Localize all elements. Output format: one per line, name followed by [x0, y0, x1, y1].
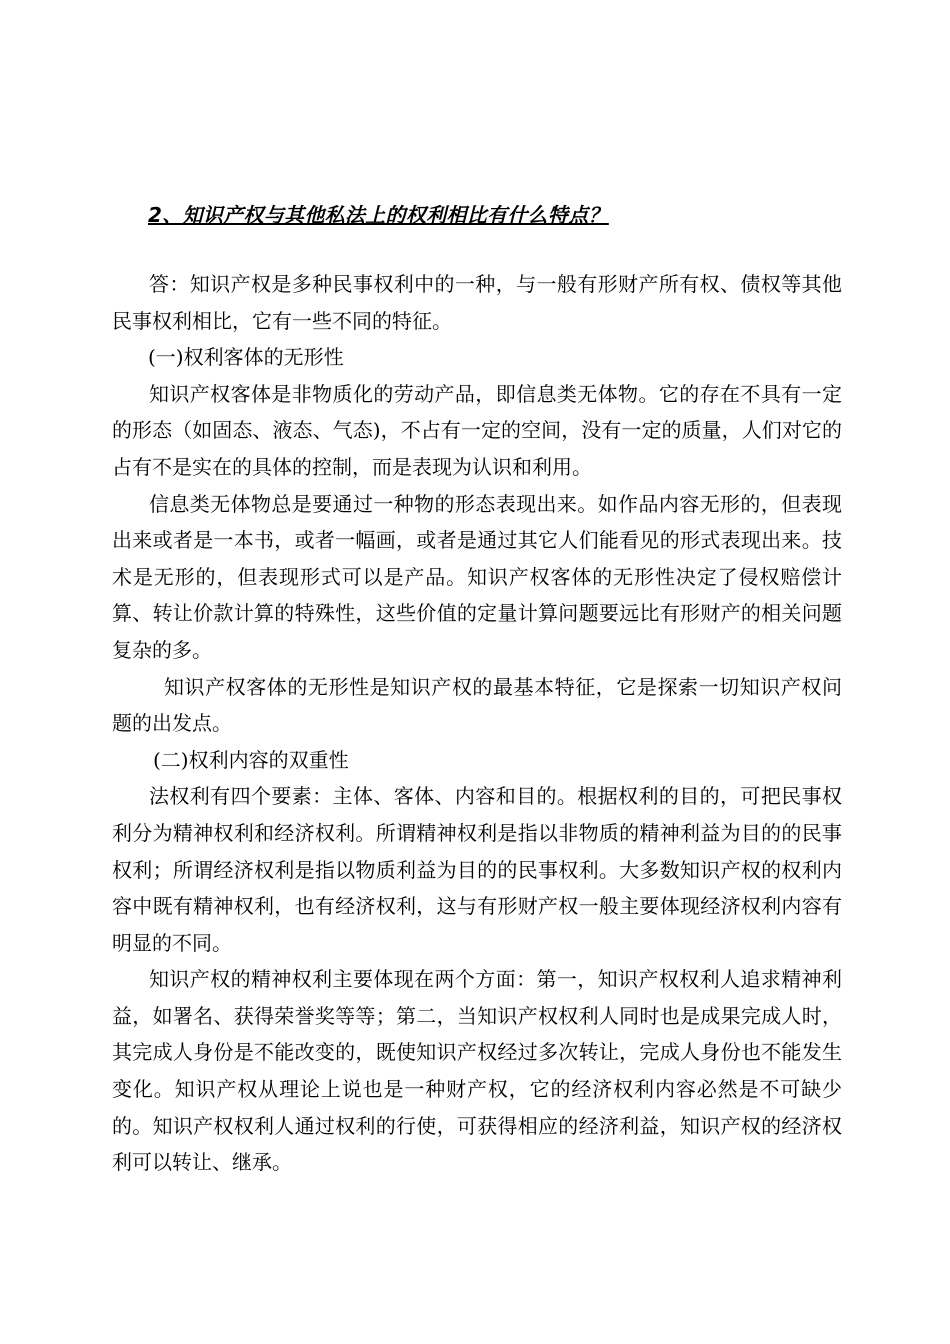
section-heading-duality: (二)权利内容的双重性: [153, 747, 349, 772]
answer-body: [112, 266, 842, 1181]
question-heading: 2、知识产权与其他私法上的权利相比有什么特点？: [148, 203, 609, 227]
body-paragraph: 法权利有四个要素：主体、客体、内容和目的。根据权利的目的，可把民事权利分为精神权利和经济权利。所谓精神权利是指以非物质的精神利益为目的的民事权利；所谓经济权利是指以物质利益为目的的民事权利。大多数知识产权的权利内容中既有精神权利，也有经济权利，这与有形财产权一般主要体现经济权利内容有明显的不同。: [112, 784, 842, 955]
body-paragraph: 知识产权的精神权利主要体现在两个方面：第一，知识产权权利人追求精神利益，如署名、获得荣誉奖等等；第二，当知识产权权利人同时也是成果完成人时，其完成人身份是不能改变的，既使知识产权经过多次转让，完成人身份也不能发生变化。知识产权从理论上说也是一种财产权，它的经济权利内容必然是不可缺少的。知识产权权利人通过权利的行使，可获得相应的经济利益，知识产权的经济权利可以转让、继承。: [112, 967, 842, 1175]
body-paragraph: 知识产权客体是非物质化的劳动产品，即信息类无体物。它的存在不具有一定的形态（如固态、液态、气态)，不占有一定的空间，没有一定的质量，人们对它的占有不是实在的具体的控制，而是表现为认识和利用。: [112, 381, 842, 479]
section-heading-intangibility: (一)权利客体的无形性: [148, 345, 344, 370]
body-paragraph: 信息类无体物总是要通过一种物的形态表现出来。如作品内容无形的，但表现出来或者是一本书，或者一幅画，或者是通过其它人们能看见的形式表现出来。技术是无形的，但表现形式可以是产品。知识产权客体的无形性决定了侵权赔偿计算、转让价款计算的特殊性，这些价值的定量计算问题要远比有形财产的相关问题复杂的多。: [112, 491, 842, 662]
body-paragraph: 知识产权客体的无形性是知识产权的最基本特征，它是探索一切知识产权问题的出发点。: [112, 674, 842, 736]
answer-intro-paragraph: 答：知识产权是多种民事权利中的一种，与一般有形财产所有权、债权等其他民事权利相比，它有一些不同的特征。: [112, 272, 842, 333]
